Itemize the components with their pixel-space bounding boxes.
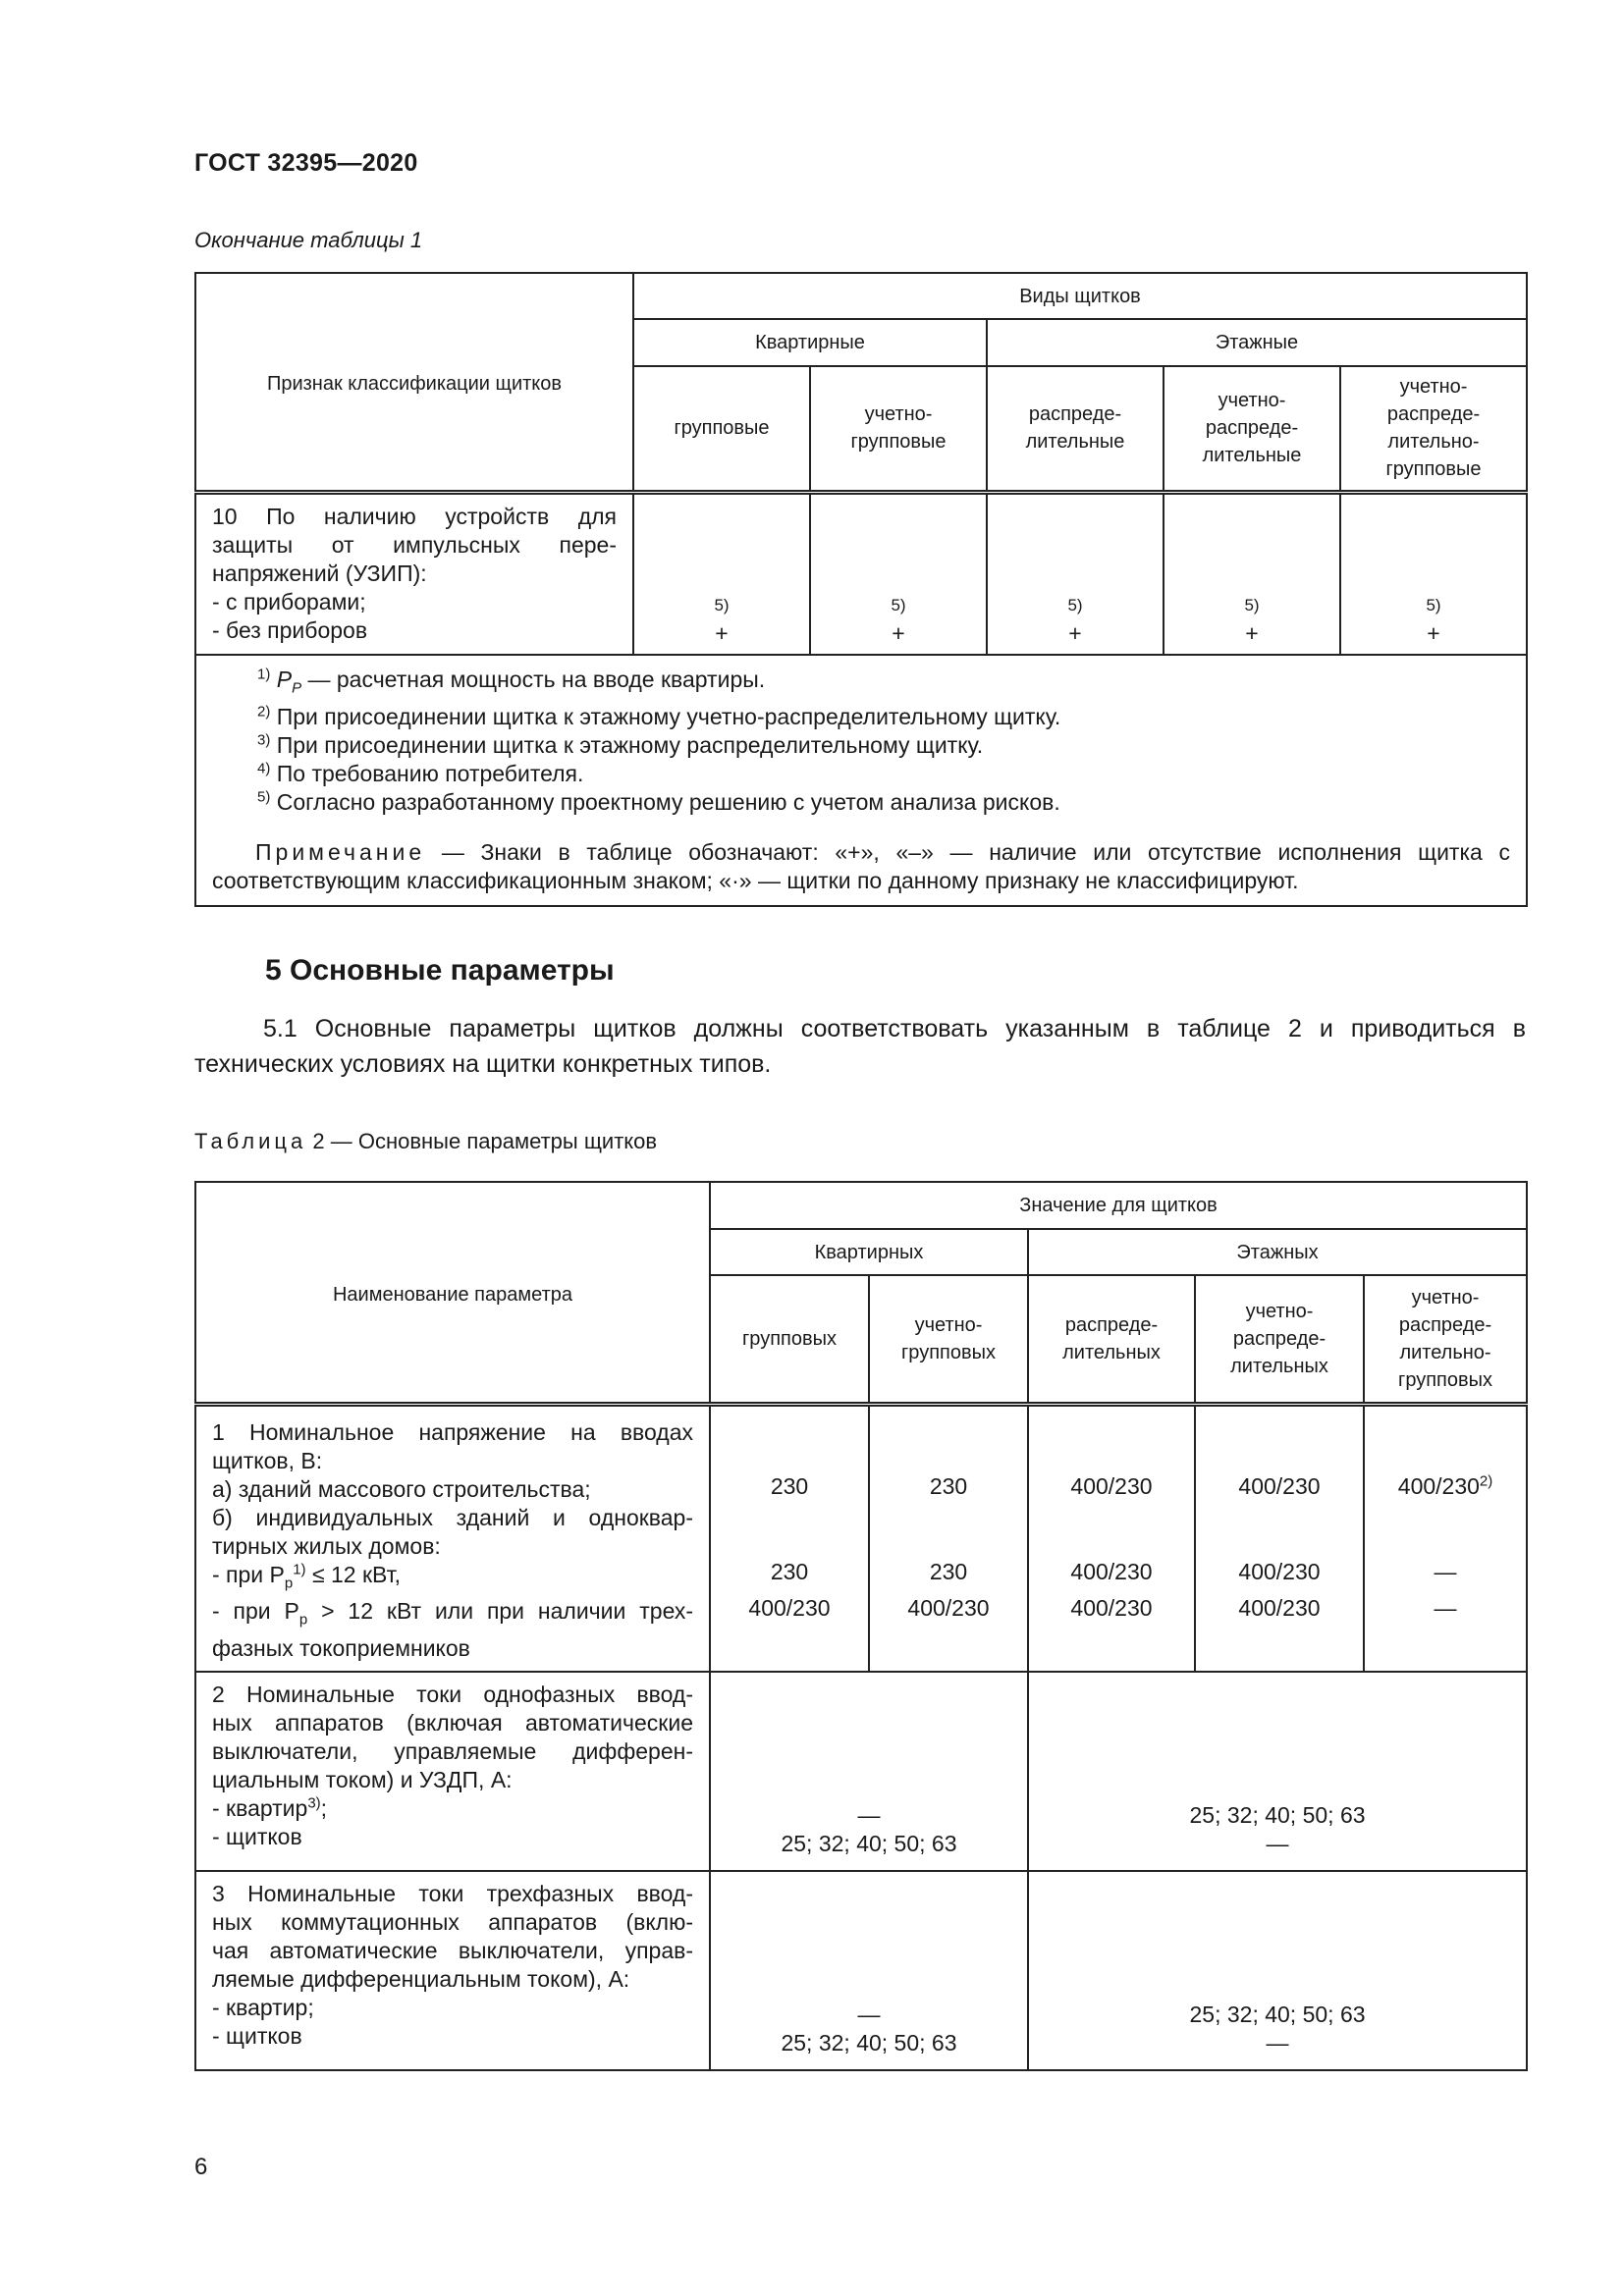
subscript: р — [284, 1575, 294, 1592]
footnote-5 — [212, 788, 1510, 817]
row3-line: - квартир; — [212, 1994, 314, 2020]
table2-row1-values — [869, 1404, 1028, 1672]
value: 230 — [770, 1558, 809, 1584]
text: > 12 кВт или при наличии трех- — [307, 1598, 694, 1625]
table2-col-metering-group: учетно- групповых — [869, 1275, 1028, 1404]
value: — — [1434, 1558, 1457, 1584]
row3-line: чая автоматические выключатели, управ- — [212, 1937, 693, 1963]
table2-header-name: Наименование параметра — [195, 1182, 710, 1404]
value-with-devices: 5) — [1426, 596, 1441, 614]
value-without-devices: + — [1245, 620, 1259, 646]
value — [1365, 1472, 1526, 1501]
note-text: — Знаки в таблице обозначают: «+», «–» — наличие или отсутствие исполнения щитка с соответствующим классификационным знаком; «·» — щитки по данному признаку не классифицируют. — [212, 838, 1510, 893]
table1-footnotes — [195, 655, 1527, 906]
row10-line: 10 По наличию устройств для — [212, 503, 617, 529]
value: — — [857, 2001, 881, 2027]
value: 400/230 — [1238, 1594, 1321, 1621]
row2-line: - щитков — [212, 1823, 302, 1849]
value-with-devices: 5) — [1244, 596, 1260, 614]
row10-line: - без приборов — [212, 616, 368, 643]
footnote-text: — расчетная мощность на вводе квартиры. — [301, 667, 766, 692]
text: - квартир — [212, 1794, 308, 1821]
row2-line: циальным током) и УЗДП, А: — [212, 1766, 513, 1792]
footnote-2 — [212, 703, 1510, 731]
table2-row1-values — [1364, 1404, 1527, 1672]
table2-caption — [194, 1129, 657, 1154]
value: 400/230 — [1070, 1594, 1153, 1621]
value-without-devices: + — [892, 620, 905, 646]
section-title: 5 Основные параметры — [265, 954, 615, 987]
text: ; — [320, 1794, 328, 1821]
value: 230 — [929, 1472, 968, 1499]
document-code: ГОСТ 32395—2020 — [194, 149, 418, 177]
value: 230 — [929, 1558, 968, 1584]
table1-row10-cell — [633, 492, 810, 655]
row1-line: 1 Номинальное напряжение на вводах — [212, 1418, 693, 1445]
table1-header-floor: Этажные — [987, 319, 1527, 366]
row1-line: фазных токоприемников — [212, 1634, 470, 1661]
superscript: 3) — [307, 1794, 321, 1812]
row1-line: тирных жилых домов: — [212, 1532, 441, 1559]
power-symbol: P — [276, 667, 293, 692]
power-subscript: P — [292, 679, 302, 697]
superscript: 2) — [1479, 1471, 1493, 1489]
row1-line: б) индивидуальных зданий и одноквар- — [212, 1504, 693, 1530]
table2-row3-floor-values — [1028, 1871, 1527, 2070]
value-with-devices: 5) — [1067, 596, 1083, 614]
table2-row1-values — [710, 1404, 869, 1672]
value: 400/230 — [1070, 1472, 1153, 1499]
table2-row2-floor-values — [1028, 1672, 1527, 1871]
table2-row2-label — [195, 1672, 710, 1871]
table1-row10-cell — [1340, 492, 1527, 655]
row2-line: 2 Номинальные токи однофазных ввод- — [212, 1681, 693, 1707]
table1-col-metering-distribution-group: учетно- распреде- лительно- групповые — [1340, 366, 1527, 492]
table1-continuation-caption: Окончание таблицы 1 — [194, 228, 423, 252]
superscript: 1) — [293, 1560, 306, 1577]
row2-line: ных аппаратов (включая автоматические — [212, 1709, 693, 1735]
table1-header-attribute: Признак классификации щитков — [195, 273, 633, 492]
value: 25; 32; 40; 50; 63 — [1189, 2001, 1366, 2027]
table2-header-value: Значение для щитков — [710, 1182, 1527, 1229]
table2-col-metering-distribution-group: учетно- распреде- лительно- групповых — [1364, 1275, 1527, 1404]
row3-line: - щитков — [212, 2022, 302, 2049]
table1-col-metering-group: учетно- групповые — [810, 366, 987, 492]
text: - при P — [212, 1598, 299, 1625]
row1-line: а) зданий массового строительства; — [212, 1475, 591, 1502]
row3-line: 3 Номинальные токи трехфазных ввод- — [212, 1880, 693, 1906]
page-number: 6 — [194, 2154, 208, 2180]
section-paragraph: 5.1 Основные параметры щитков должны соответствовать указанным в таблице 2 и приводиться в технических условиях на щитки конкретных типов. — [194, 1015, 1526, 1078]
table1-note — [212, 838, 1510, 895]
value: 400/230 — [1238, 1558, 1321, 1584]
value-with-devices: 5) — [891, 596, 906, 614]
table2-col-group: групповых — [710, 1275, 869, 1404]
table2-caption-label: Таблица — [194, 1129, 307, 1153]
text: ≤ 12 кВт, — [305, 1561, 401, 1587]
value: 25; 32; 40; 50; 63 — [781, 1830, 957, 1856]
value: — — [857, 1801, 881, 1828]
value: 400/230 — [907, 1594, 990, 1621]
table2-header-floor: Этажных — [1028, 1229, 1527, 1275]
footnote-marker: 4) — [257, 759, 271, 776]
value: 400/230 — [1070, 1558, 1153, 1584]
footnote-marker: 3) — [257, 730, 271, 748]
table2-caption-text: 2 — Основные параметры щитков — [306, 1129, 658, 1153]
table2-row3-apartment-values — [710, 1871, 1028, 2070]
row3-line: ляемые дифференциальным током), А: — [212, 1965, 630, 1992]
footnote-text: Согласно разработанному проектному решению с учетом анализа рисков. — [276, 788, 1060, 815]
table2-row1-values — [1195, 1404, 1364, 1672]
row1-line — [212, 1561, 693, 1598]
footnote-marker: 5) — [257, 787, 271, 805]
table2-col-distribution: распреде- лительных — [1028, 1275, 1195, 1404]
footnote-4 — [212, 760, 1510, 788]
table1-row10-cell — [1164, 492, 1340, 655]
footnote-1 — [212, 666, 1510, 703]
table2-row3-label — [195, 1871, 710, 2070]
table2-col-metering-distribution: учетно- распреде- лительных — [1195, 1275, 1364, 1404]
row2-line — [212, 1794, 693, 1823]
table1-header-apartment: Квартирные — [633, 319, 987, 366]
table1-row10-label — [195, 492, 633, 655]
value-with-devices: 5) — [714, 596, 730, 614]
row2-line: выключатели, управляемые дифферен- — [212, 1737, 693, 1764]
row10-line: защиты от импульсных пере- — [212, 531, 617, 558]
value: 25; 32; 40; 50; 63 — [781, 2029, 957, 2056]
footnote-text: При присоединении щитка к этажному учетно-распределительному щитку. — [276, 703, 1061, 729]
value: — — [1266, 1830, 1289, 1856]
value-without-devices: + — [715, 620, 729, 646]
note-label: Примечание — [255, 838, 426, 865]
value-text: 400/230 — [1397, 1472, 1480, 1499]
footnote-text: При присоединении щитка к этажному распределительному щитку. — [276, 731, 984, 758]
table2-row2-apartment-values — [710, 1672, 1028, 1871]
value: — — [1434, 1594, 1457, 1621]
row1-line — [212, 1597, 693, 1634]
value-without-devices: + — [1068, 620, 1082, 646]
footnote-3 — [212, 731, 1510, 760]
table2-row1-values — [1028, 1404, 1195, 1672]
text: - при P — [212, 1561, 285, 1587]
value: 25; 32; 40; 50; 63 — [1189, 1801, 1366, 1828]
table1-col-distribution: распреде- лительные — [987, 366, 1164, 492]
table1-header-types: Виды щитков — [633, 273, 1527, 319]
footnote-marker: 1) — [257, 666, 271, 683]
table1-row10-cell — [810, 492, 987, 655]
table1 — [194, 272, 1528, 907]
value-without-devices: + — [1427, 620, 1440, 646]
value: 400/230 — [1238, 1472, 1321, 1499]
value: — — [1266, 2029, 1289, 2056]
table2-header-apartment: Квартирных — [710, 1229, 1028, 1275]
table1-col-group: групповые — [633, 366, 810, 492]
table1-row10-cell — [987, 492, 1164, 655]
footnote-text: По требованию потребителя. — [276, 760, 584, 786]
table1-col-metering-distribution: учетно- распреде- лительные — [1164, 366, 1340, 492]
row3-line: ных коммутационных аппаратов (вклю- — [212, 1908, 693, 1935]
value: 400/230 — [748, 1594, 831, 1621]
row1-line: щитков, В: — [212, 1447, 323, 1473]
table2 — [194, 1181, 1528, 2071]
table2-row1-label — [195, 1404, 710, 1672]
row10-line: напряжений (УЗИП): — [212, 560, 427, 586]
subscript: р — [298, 1611, 308, 1629]
row10-line: - с приборами; — [212, 588, 366, 614]
value: 230 — [770, 1472, 809, 1499]
footnote-marker: 2) — [257, 702, 271, 720]
